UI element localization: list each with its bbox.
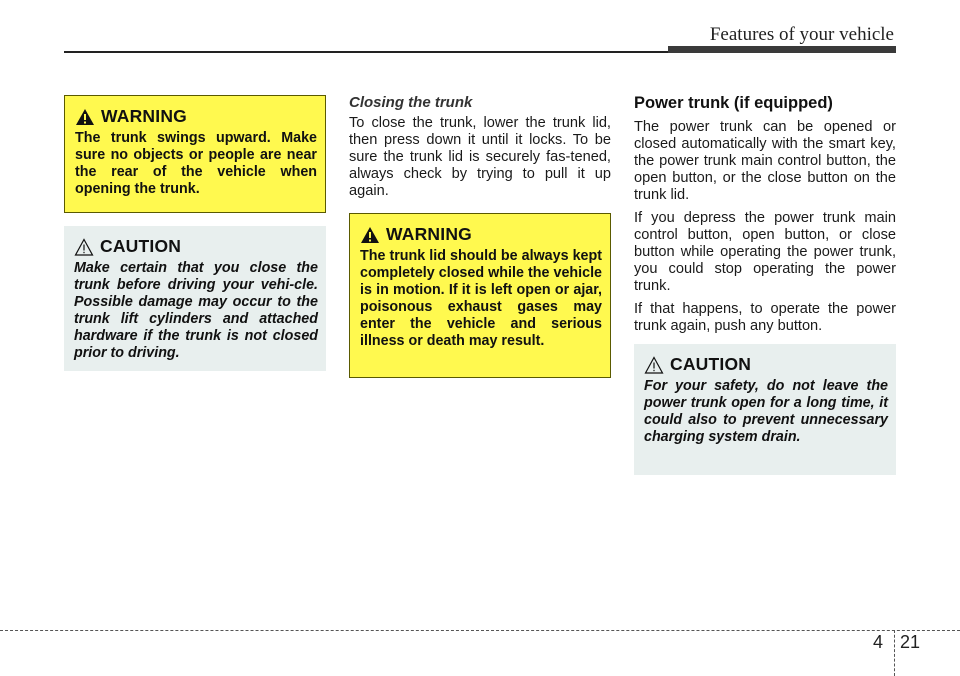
warning-title: WARNING [101, 106, 187, 126]
middle-warning-box [349, 213, 611, 378]
warning-icon [360, 226, 380, 244]
caution-title: CAUTION [670, 354, 752, 374]
caution-header [644, 354, 888, 375]
warning-title: WARNING [386, 224, 472, 244]
caution-title: CAUTION [100, 236, 182, 256]
left-warning-box [64, 95, 326, 213]
power-trunk-paragraph-2: If you depress the power trunk main control button, open button, or close button while operating the power trunk, you could stop operating the power trunk. [634, 210, 896, 294]
page-header-title: Features of your vehicle [709, 24, 894, 45]
warning-header [360, 224, 602, 245]
header-rule [64, 51, 670, 53]
caution-icon [644, 356, 664, 374]
closing-trunk-paragraph: To close the trunk, lower the trunk lid, then press down it until it locks. To be sure the trunk lid is securely fas-tened, always check by trying to pull it up again. [349, 115, 611, 199]
middle-column [349, 94, 611, 206]
caution-text: Make certain that you close the trunk before driving your vehi-cle. Possible damage may occur to the trunk lift cylinders and attached hardware if the trunk is not closed prior to driving. [74, 260, 318, 361]
chapter-number: 4 [873, 632, 884, 652]
power-trunk-paragraph-3: If that happens, to operate the power trunk again, push any button. [634, 301, 896, 334]
section-heading-closing-trunk: Closing the trunk [349, 94, 473, 111]
right-column [634, 94, 896, 341]
page-separator [894, 630, 895, 676]
warning-text: The trunk swings upward. Make sure no objects or people are near the rear of the vehicle when opening the trunk. [75, 130, 317, 197]
right-caution-box [634, 344, 896, 475]
section-heading-power-trunk: Power trunk (if equipped) [634, 94, 833, 112]
warning-icon [75, 108, 95, 126]
warning-header [75, 106, 317, 127]
caution-header [74, 236, 318, 257]
footer-rule [0, 630, 960, 631]
left-caution-box [64, 226, 326, 371]
caution-icon [74, 238, 94, 256]
caution-text: For your safety, do not leave the power trunk open for a long time, it could also to prevent unnecessary charging system drain. [644, 378, 888, 445]
header-bar [668, 46, 896, 53]
page-number: 21 [900, 632, 921, 652]
warning-text: The trunk lid should be always kept completely closed while the vehicle is in motion. If it is left open or ajar, poisonous exhaust gases may enter the vehicle and serious illness or death may result. [360, 248, 602, 349]
power-trunk-paragraph-1: The power trunk can be opened or closed automatically with the smart key, the power trunk main control button, the open button, or the close button on the trunk lid. [634, 119, 896, 203]
